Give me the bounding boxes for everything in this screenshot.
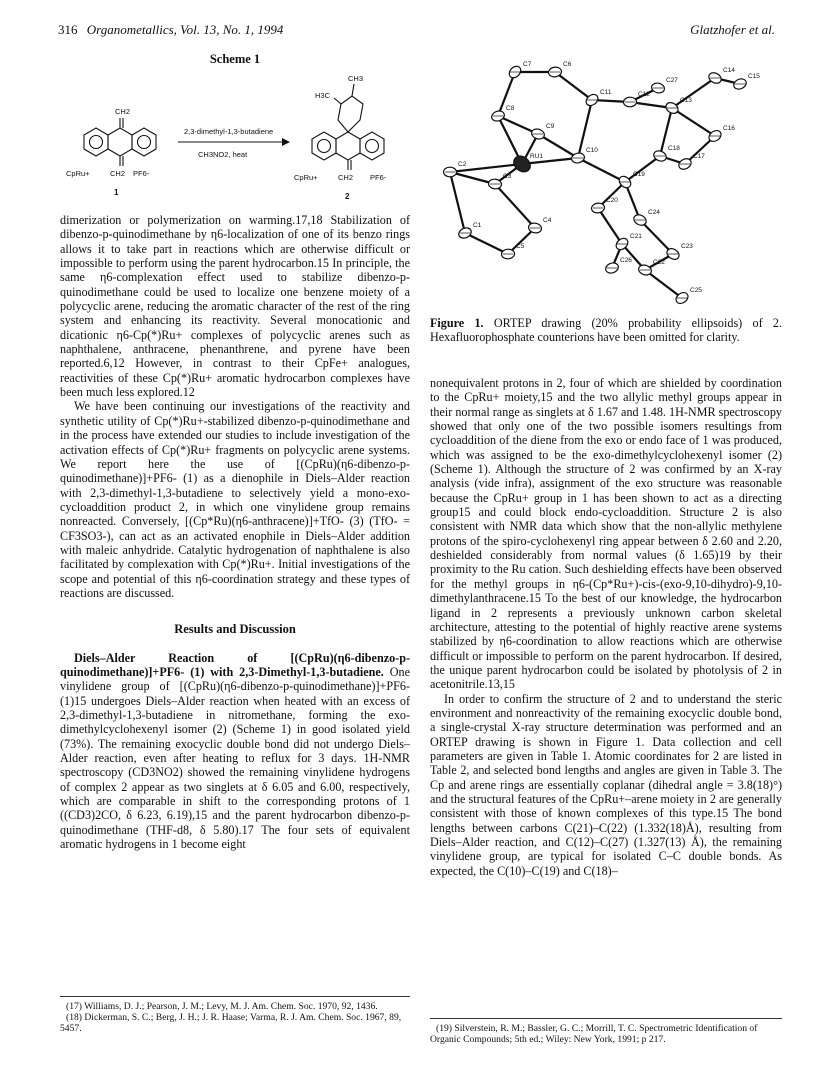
svg-text:C22: C22	[653, 259, 665, 266]
bond-c13-c16	[672, 108, 715, 136]
atom-c4	[528, 217, 552, 234]
atom-c15	[732, 73, 760, 91]
svg-text:C21: C21	[630, 233, 642, 240]
svg-text:C13: C13	[680, 97, 692, 104]
compound-1-label: 1	[114, 188, 119, 197]
svg-text:C20: C20	[606, 197, 618, 204]
footnotes-right	[430, 1018, 782, 1045]
atom-c9	[530, 123, 554, 141]
ch3-label: CH3	[348, 74, 364, 83]
svg-text:C4: C4	[543, 217, 552, 224]
right-paragraph-2: In order to confirm the structure of 2 and to understand the steric environment and nonreactivity of the remaining exocyclic double bond, a single-crystal X-ray structure determination was performed and an ORTEP drawing is shown in Figure 1. Data collection and cell parameters are given in Table 1. Atomic coordinates for 2 are listed in Table 2, and selected bond lengths and angles are given in Table 3. The Cp and arene rings are essentially coplanar (dihedral angle = 3.8(18)°) and the structural features of the CpRu+–arene moiety in 2 are generally consistent with those of known complexes of this type.15 The bond lengths between carbons C(21)–C(22) (1.332(18)Å), resulting from Diels–Alder reaction, and C(12)–C(27) (1.327(13) Å), the remaining vinylidene group, are typical for isolated C–C double bonds. As expected, the C(10)–C(19) and C(18)–	[430, 691, 782, 878]
figure-caption	[430, 316, 782, 345]
reagent-bottom: CH3NO2, heat	[198, 150, 248, 159]
arrow-head	[282, 138, 290, 146]
left-paragraph-3	[60, 651, 410, 852]
atom-c3	[488, 173, 512, 190]
svg-text:C5: C5	[516, 243, 525, 250]
right-paragraph-1: nonequivalent protons in 2, four of which are shielded by coordination to the CpRu+ moiety,15 and the two allylic methyl groups appear in their normal range as singlets at δ 1.67 and 1.48. 1H-NMR spectroscopy showed that only one of the two possible isomers resultings from cycloaddition of the diene from the exo or endo face of 1 was produced, which was assigned to be the exo-dimethylcyclohexenyl isomer (2) (Scheme 1). Although the structure of 2 was confirmed by an X-ray analysis (vide infra), assignment of the exo structure was reasonable because the CpRu+ group in 1 has been shown to act as a directing group15 and could block endo-cycloaddition. Structure 2 is also consistent with NMR data which show that the non-allylic methylene protons of the spiro-cyclohexenyl ring appear between δ 2.60 and 2.20, deshielded considerably from normal values (δ 1.65)19 by their proximity to the Ru cation. Such deshielding effects have been observed for the methyl groups in η6-(Cp*Ru+)-cis-(exo-9,10-dihydro)-9,10-dimethylanthracene.15 To the best of our knowledge, the hydrocarbon ligand in 2 represents a previously unknown carbon skeletal architecture, attesting to the potential of highly reactive arene systems stabilized by η6-coordination to allow reactions which are otherwise difficult or impossible to perform on the parent hydrocarbon. If desired, the unique parent hydrocarbon could be isolated by photolysis of 2 in acetonitrile.13,15	[430, 376, 782, 692]
cpru-label-2: CpRu+	[294, 173, 318, 182]
pf6-label-1: PF6-	[133, 169, 150, 178]
svg-text:C27: C27	[666, 77, 678, 84]
bond-c6-c11	[555, 72, 592, 100]
left-paragraph-3-text: One vinylidene group of [(CpRu)(η6-dibenzo-p-quinodimethane)]+PF6- (1)15 undergoes Diels–Alder reaction when heated with an excess of 2,3-dimethyl-1,3-butadiene in nitromethane, forming the exo-dimethylcyclohexenyl isomer (2) (Scheme 1) in good isolated yield (73%). The remaining exocyclic double bond did not undergo Diels–Alder reaction, even after heating to reflux for 3 days. 1H-NMR spectroscopy (CD3NO2) showed the remaining vinylidene hydrogens of complex 2 appear as two singlets at δ 6.05 and 6.00, respectively, which are comparable in shift to the corresponding protons of 1 ((CD3)2CO, δ 6.23, 6.19),15 and the parent hydrocarbon dibenzo-p-quinodimethane (THF-d8, δ 5.80).17 The four sets of equivalent aromatic hydrogens in 1 become eight	[60, 664, 410, 852]
compound-2-label: 2	[345, 192, 350, 201]
footnote-19: (19) Silverstein, R. M.; Bassler, G. C.; Morrill, T. C. Spectrometric Identification of Organic Compounds; 5th ed.; Wiley: New York, 1991; p 217.	[430, 1023, 758, 1046]
svg-text:C6: C6	[563, 61, 572, 68]
journal-citation: Organometallics, Vol. 13, No. 1, 1994	[86, 22, 284, 37]
bond-c10-c19	[578, 158, 625, 182]
left-paragraph-2: We have been continuing our investigations of the reactivity and synthetic utility of Cp(*)Ru+-stabilized dibenzo-p-quinodimethane and in the process have extended our studies to include investigation of the activation effects of Cp(*)Ru+ fragments on polycyclic arene systems. We report here the use of [(CpRu)(η6-dibenzo-p-quinodimethane)]+PF6- (1) as a dienophile in Diels–Alder reaction with 2,3-dimethyl-1,3-butadiene to selectively yield a mono-exo-cycloaddition product 2, in which one vinylidene group remains nonreacted. Conversely, [(Cp*Ru)(η6-anthracene)]+TfO- (3) (TfO- = CF3SO3-), can act as an activated enophile in Diels–Alder addition with maleic anhydride. Catalytic hydrogenation of naphthalene is also facilitated by complexation with Cp(*)Ru+. Initial investigations of the scope and potential of this η6-coordination strategy and these types of reactions are discussed.	[60, 399, 410, 600]
svg-text:C2: C2	[458, 161, 467, 168]
svg-text:C18: C18	[668, 145, 680, 152]
ch2-bottom-label-1: CH2	[110, 169, 126, 178]
atom-c25	[674, 287, 702, 306]
svg-text:C24: C24	[648, 209, 660, 216]
svg-text:C3: C3	[503, 173, 512, 180]
pf6-label-2: PF6-	[370, 173, 387, 182]
atom-c5	[501, 243, 525, 259]
running-header-left	[58, 22, 283, 38]
atom-c23	[665, 243, 693, 262]
cpru-label-1: CpRu+	[66, 169, 90, 178]
svg-text:C12: C12	[638, 91, 650, 98]
svg-text:C17: C17	[693, 153, 705, 160]
running-header-authors: Glatzhofer et al.	[690, 22, 775, 37]
svg-text:RU1: RU1	[530, 153, 544, 160]
svg-text:C7: C7	[523, 61, 532, 68]
right-column	[430, 376, 782, 878]
svg-text:C25: C25	[690, 287, 702, 294]
bond-c3-c4	[495, 184, 535, 228]
atom-c1	[457, 222, 482, 240]
bond-c23-c24	[640, 220, 673, 254]
reagent-top: 2,3-dimethyl-1,3-butadiene	[184, 127, 274, 136]
footnote-17: (17) Williams, D. J.; Pearson, J. M.; Levy, M. J. Am. Chem. Soc. 1970, 92, 1436.	[66, 1001, 378, 1012]
atom-c8	[490, 105, 514, 123]
subsection-heading: Diels–Alder Reaction of [(CpRu)(η6-dibenzo-p-quinodimethane)]+PF6- (1) with 2,3-Dimethyl-1,3-butadiene.	[60, 650, 410, 679]
left-paragraph-1: dimerization or polymerization on warming.17,18 Stabilization of dibenzo-p-quinodimethane by η6-localization of one of its benzo rings allows it to take part in reactions which are otherwise difficult or impossible to perform using the parent hydrocarbon.15 In principle, the same η6-complexation effect used to stabilize dibenzo-p-quinodimethane could be used to localize one benzene moiety of a polycyclic arene, reducing the aromatic character of the rest of the ring system and enhancing its reactivity. Several monocationic and dicationic η6-Cp(*)Ru+ complexes of polycyclic arenes such as naphthalene, anthracene, phenanthrene, and pyrene have been reported.6,12 However, in contrast to their CpFe+ analogues, reactivities of these Cp(*)Ru+ aromatic hydrocarbon complexes have been much less explored.12	[60, 213, 410, 400]
svg-text:C19: C19	[633, 171, 645, 178]
atom-c27	[651, 77, 679, 94]
svg-text:C16: C16	[723, 125, 735, 132]
svg-text:C1: C1	[473, 222, 482, 229]
svg-text:C8: C8	[506, 105, 515, 112]
atom-c11	[584, 89, 612, 108]
bond-c13-c14	[672, 78, 715, 108]
svg-text:C9: C9	[546, 123, 555, 130]
ortep-figure	[430, 58, 782, 313]
bond-c22-c25	[645, 270, 682, 298]
bond-c9-c10	[538, 134, 578, 158]
footnote-18: (18) Dickerman, S. C.; Berg, J. H.; J. R. Haase; Varma, R. J. Am. Chem. Soc. 1967, 89, 5457.	[60, 1012, 402, 1035]
bond-c18-c19	[625, 156, 660, 182]
atom-c20	[591, 197, 618, 214]
bond-c5-c1	[465, 233, 508, 254]
atom-c26	[604, 257, 632, 275]
atom-c21	[614, 233, 642, 252]
bond-c20-c21	[598, 208, 622, 244]
compound-1-structure	[84, 118, 156, 166]
ch2-top-label: CH2	[115, 107, 131, 116]
svg-text:C14: C14	[723, 67, 735, 74]
svg-text:C11: C11	[600, 89, 612, 96]
caption-text: ORTEP drawing (20% probability ellipsoids) of 2. Hexafluorophosphate counterions have been omitted for clarity.	[430, 316, 782, 345]
atom-c17	[677, 153, 705, 171]
caption-label: Figure 1.	[430, 316, 484, 330]
scheme-1-diagram	[60, 68, 410, 208]
svg-text:C10: C10	[586, 147, 598, 154]
svg-text:C26: C26	[620, 257, 632, 264]
bond-c1-c2	[450, 172, 465, 233]
footnotes-left	[60, 996, 410, 1035]
page-number: 316	[58, 22, 78, 37]
left-column	[60, 213, 410, 851]
scheme-title: Scheme 1	[209, 52, 261, 66]
atom-c6	[548, 61, 572, 78]
atom-c16	[707, 125, 735, 144]
h3c-label: H3C	[315, 91, 331, 100]
svg-text:C15: C15	[748, 73, 760, 80]
ch2-bottom-label-2: CH2	[338, 173, 354, 182]
section-heading: Results and Discussion	[174, 622, 296, 637]
atom-c7	[507, 61, 532, 80]
svg-text:C23: C23	[681, 243, 693, 250]
